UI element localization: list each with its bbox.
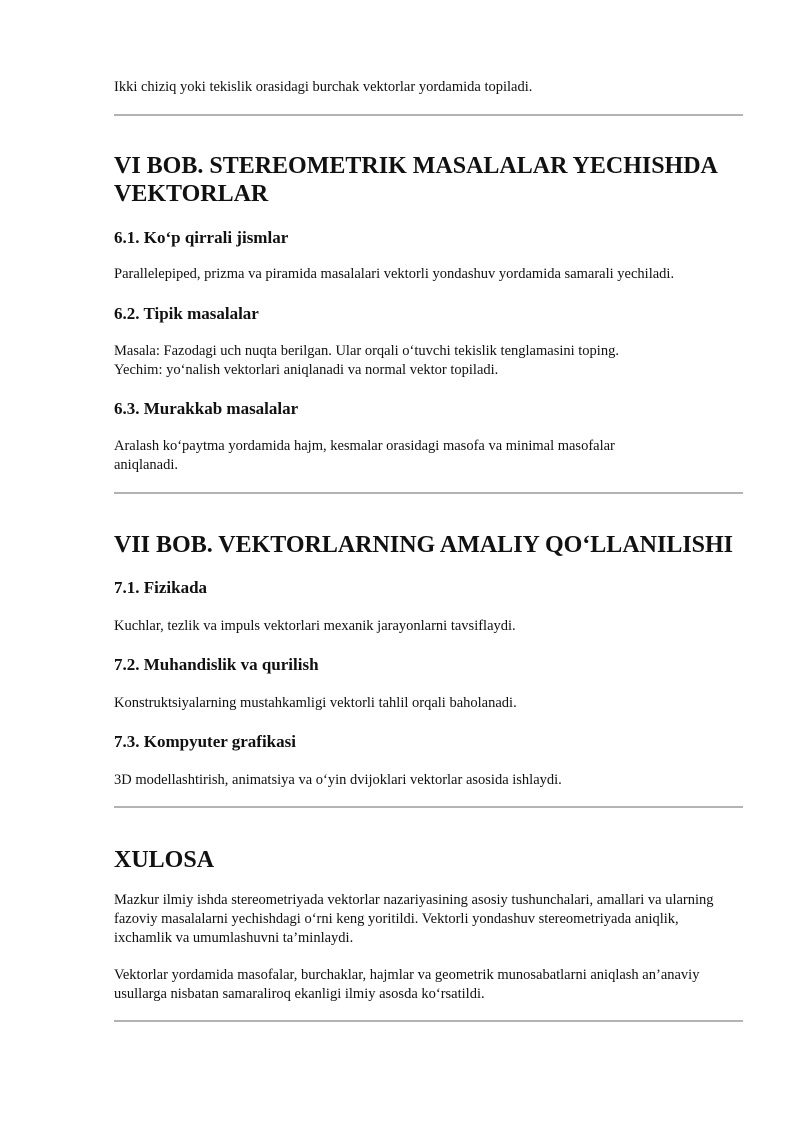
section-7-3 xyxy=(114,732,743,752)
section-7-1-body xyxy=(114,617,743,636)
section-6-1-body xyxy=(114,265,743,284)
conclusion-body-2 xyxy=(114,966,724,1004)
section-7-2 xyxy=(114,655,743,675)
section-7-1-heading: 7.1. Fizikada xyxy=(114,578,208,597)
section-6-2-body xyxy=(114,342,743,380)
chapter-7-heading-block xyxy=(114,531,743,559)
section-7-1 xyxy=(114,578,743,598)
conclusion-paragraph-2: Vektorlar yordamida masofalar, burchaklar, hajmlar va geometrik munosabatlarni aniqlash an’anaviy usullarga nisbatan samaraliroq ekanligi ilmiy asosda ko‘rsatildi. xyxy=(114,967,700,1002)
section-7-3-heading: 7.3. Kompyuter grafikasi xyxy=(114,732,296,751)
section-divider xyxy=(114,1020,743,1022)
intro-paragraph: Ikki chiziq yoki tekislik orasidagi burchak vektorlar yordamida topiladi. xyxy=(114,79,533,95)
conclusion-title: XULOSA xyxy=(114,847,215,873)
divider-4 xyxy=(114,1020,743,1022)
chapter-7-title: VII BOB. VEKTORLARNING AMALIY QO‘LLANILISHI xyxy=(114,532,734,558)
section-6-2-heading: 6.2. Tipik masalalar xyxy=(114,304,259,323)
section-6-3-body xyxy=(114,437,679,475)
section-6-2 xyxy=(114,304,743,324)
chapter-6-heading-block xyxy=(114,152,734,208)
chapter-6-title: VI BOB. STEREOMETRIK MASALALAR YECHISHDA VEKTORLAR xyxy=(114,153,717,207)
section-6-1 xyxy=(114,228,743,248)
section-6-2-paragraph-1: Masala: Fazodagi uch nuqta berilgan. Ular orqali o‘tuvchi tekislik tenglamasini toping. xyxy=(114,343,619,359)
section-7-1-paragraph: Kuchlar, tezlik va impuls vektorlari mexanik jarayonlarni tavsiflaydi. xyxy=(114,618,516,634)
conclusion-paragraph-1: Mazkur ilmiy ishda stereometriyada vektorlar nazariyasining asosiy tushunchalari, amallari va ularning fazoviy masalalarni yechishdagi o‘rni keng yoritildi. Vektorli yondashuv stereometriyada aniqlik, ixchamlik va umumlashuvni ta’minlaydi. xyxy=(114,892,714,946)
section-7-2-heading: 7.2. Muhandislik va qurilish xyxy=(114,655,319,674)
conclusion-heading-block xyxy=(114,846,743,874)
section-6-3-heading: 6.3. Murakkab masalalar xyxy=(114,399,299,418)
section-divider xyxy=(114,492,743,494)
section-6-1-heading: 6.1. Ko‘p qirrali jismlar xyxy=(114,228,289,247)
section-divider xyxy=(114,806,743,808)
conclusion-body-1 xyxy=(114,891,729,948)
section-7-3-paragraph: 3D modellashtirish, animatsiya va o‘yin dvijoklari vektorlar asosida ishlaydi. xyxy=(114,772,562,788)
section-6-2-paragraph-2: Yechim: yo‘nalish vektorlari aniqlanadi va normal vektor topiladi. xyxy=(114,362,499,378)
section-divider xyxy=(114,114,743,116)
divider-2 xyxy=(114,492,743,494)
section-6-3 xyxy=(114,399,743,419)
section-6-1-paragraph: Parallelepiped, prizma va piramida masalalari vektorli yondashuv yordamida samarali yechiladi. xyxy=(114,266,675,282)
section-7-2-body xyxy=(114,694,743,713)
divider-3 xyxy=(114,806,743,808)
section-6-3-paragraph: Aralash ko‘paytma yordamida hajm, kesmalar orasidagi masofa va minimal masofalar aniqlanadi. xyxy=(114,438,615,473)
intro-block xyxy=(114,78,743,97)
divider-1 xyxy=(114,114,743,116)
section-7-3-body xyxy=(114,771,743,790)
section-7-2-paragraph: Konstruktsiyalarning mustahkamligi vektorli tahlil orqali baholanadi. xyxy=(114,695,517,711)
